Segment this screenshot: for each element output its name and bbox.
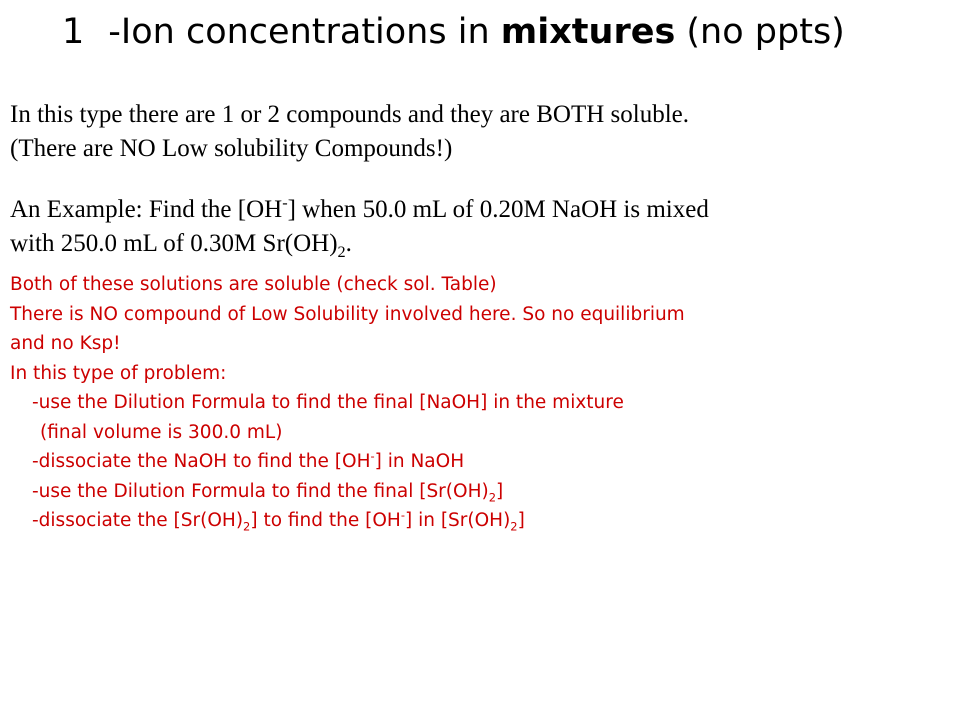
intro-line-2: (There are NO Low solubility Compounds!) bbox=[10, 135, 453, 162]
intro-line-1: In this type there are 1 or 2 compounds and they are BOTH soluble. bbox=[10, 101, 689, 128]
example-sub: 2 bbox=[337, 243, 346, 261]
example-text-d: . bbox=[345, 230, 352, 257]
example-text-a: An Example: Find the [OH bbox=[10, 196, 283, 223]
slide-title bbox=[62, 8, 952, 56]
note-step-dilution-naoh: -use the Dilution Formula to find the final [NaOH] in the mixture bbox=[32, 392, 624, 413]
title-text-after: (no ppts) bbox=[675, 12, 845, 52]
note-line-2: There is NO compound of Low Solubility involved here. So no equilibrium bbox=[10, 303, 685, 325]
example-line-1 bbox=[10, 193, 950, 227]
example-sup: - bbox=[282, 193, 288, 212]
note-final-volume: (final volume is 300.0 mL) bbox=[40, 421, 283, 443]
example-line-2 bbox=[10, 227, 950, 261]
example-text-c: with 250.0 mL of 0.30M Sr(OH) bbox=[10, 230, 338, 257]
title-bold-word: mixtures bbox=[500, 12, 676, 52]
example-paragraph bbox=[10, 193, 950, 261]
note-line-4: In this type of problem: bbox=[10, 362, 227, 384]
title-number: 1 bbox=[62, 12, 85, 52]
intro-paragraph bbox=[10, 98, 950, 166]
note-step-dilution-sroh2: -use the Dilution Formula to find the final $[Sr(OH)_2]$ bbox=[32, 480, 504, 505]
note-step-dissociate-sroh2: -dissociate the $[Sr(OH)_2]$ to find the [OH-] in $[Sr(OH)_2]$ bbox=[32, 507, 525, 534]
title-text-before: -Ion concentrations in bbox=[108, 12, 501, 52]
notes-block bbox=[10, 270, 955, 536]
example-text-b: ] when 50.0 mL of 0.20M NaOH is mixed bbox=[287, 196, 709, 223]
note-step-dissociate-naoh: -dissociate the NaOH to find the [OH-] in NaOH bbox=[32, 448, 465, 472]
note-line-1: Both of these solutions are soluble (check sol. Table) bbox=[10, 274, 497, 295]
note-line-3: and no Ksp! bbox=[10, 333, 121, 354]
